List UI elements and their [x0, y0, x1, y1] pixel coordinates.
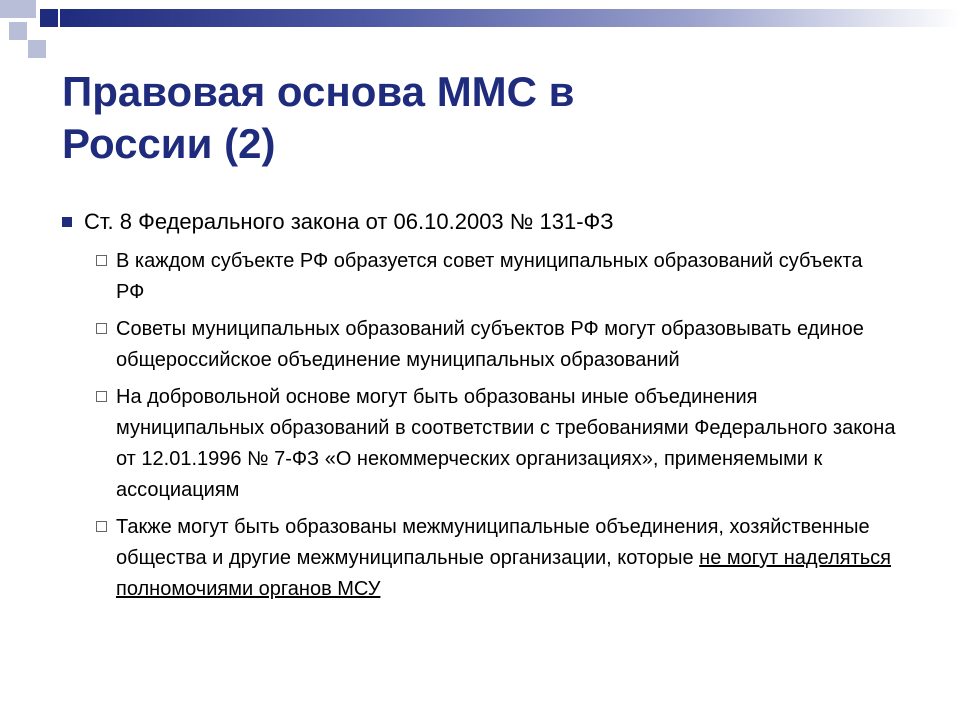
sub-bullet-3: [60, 382, 896, 506]
sub-bullet-text: На добровольной основе могут быть образованы иные объединения муниципальных образований в соответствии с требованиями Федерального закона от 12.01.1996 № 7-ФЗ «О некоммерческих организациях», применяемыми к ассоциациям: [116, 386, 896, 501]
hollow-square-bullet-icon: [96, 323, 107, 334]
square-bullet-icon: [62, 217, 72, 227]
slide-title: [62, 66, 882, 170]
sub-bullet-text: Также могут быть образованы межмуниципальные объединения, хозяйственные общества и другие межмуниципальные организации, которые: [116, 516, 870, 569]
sub-bullet-2: [60, 314, 896, 376]
hollow-square-bullet-icon: [96, 521, 107, 532]
main-bullet-text: Ст. 8 Федерального закона от 06.10.2003 № 131-ФЗ: [84, 209, 614, 234]
header-gradient-band: [60, 9, 960, 27]
sub-bullet-text: В каждом субъекте РФ образуется совет муниципальных образований субъекта РФ: [116, 250, 863, 303]
slide-content: [60, 208, 900, 611]
slide-title-line-2: России (2): [62, 120, 276, 167]
main-bullet: [60, 208, 900, 236]
sub-bullet-text: Советы муниципальных образований субъектов РФ могут образовывать единое общероссийское объединение муниципальных образований: [116, 318, 864, 371]
slide-title-line-1: Правовая основа ММС в: [62, 68, 575, 115]
sub-bullet-underlined-text: не могут наделяться полномочиями органов МСУ: [116, 547, 891, 600]
sub-bullet-4: [60, 512, 896, 605]
hollow-square-bullet-icon: [96, 391, 107, 402]
sub-bullet-1: [60, 246, 896, 308]
hollow-square-bullet-icon: [96, 255, 107, 266]
decorative-squares: [0, 0, 60, 60]
